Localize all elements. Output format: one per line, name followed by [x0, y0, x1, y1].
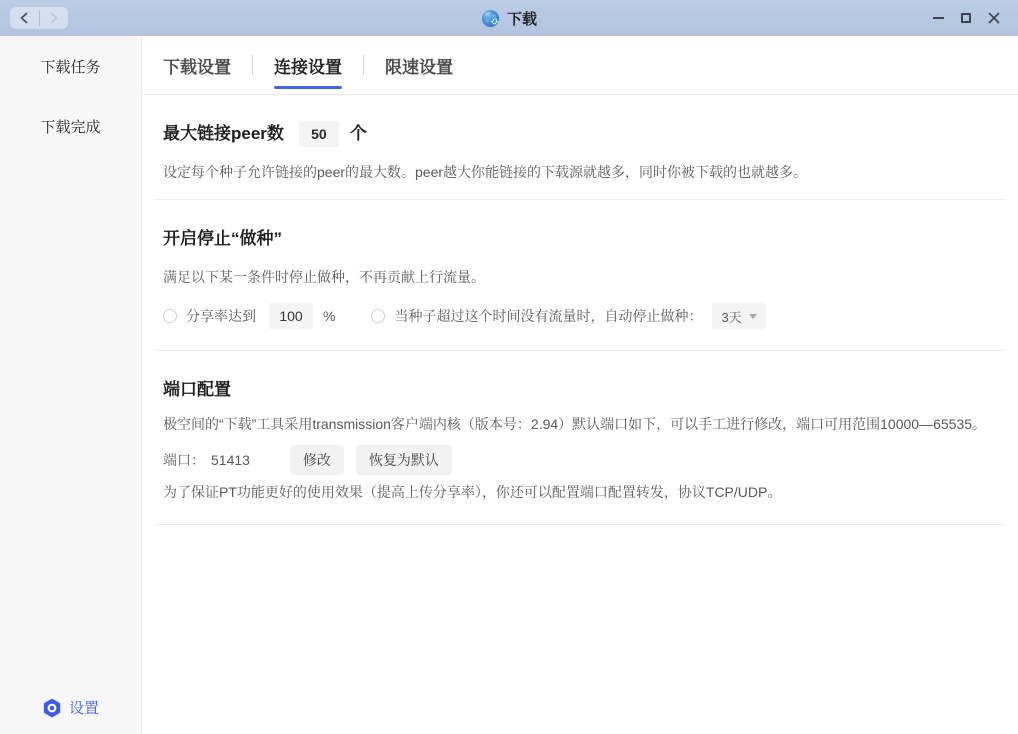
sidebar [0, 36, 142, 734]
settings-label: 设置 [68, 700, 99, 717]
forward-icon [49, 12, 59, 24]
tab-download-settings[interactable]: 下载设置 [163, 57, 231, 77]
maximize-icon [961, 13, 971, 23]
share-ratio-input[interactable] [269, 303, 313, 329]
forward-button[interactable] [40, 7, 69, 29]
chevron-down-icon [749, 314, 757, 319]
section-stop-seeding [155, 200, 1005, 351]
port-forward-note: 为了保证PT功能更好的使用效果（提高上传分享率），你还可以配置端口配置转发，协议TCP/UDP。 [163, 484, 782, 500]
main-panel [142, 36, 1018, 734]
window-title: 下载 [506, 10, 537, 28]
max-peers-title: 最大链接peer数 [163, 124, 284, 143]
idle-timeout-radio[interactable] [371, 309, 385, 323]
max-peers-input[interactable] [299, 121, 339, 147]
port-label: 端口： [163, 452, 205, 468]
share-ratio-radio[interactable] [163, 309, 177, 323]
back-button[interactable] [10, 7, 39, 29]
sidebar-item-download-complete[interactable]: 下载完成 [40, 118, 101, 136]
tab-divider [252, 55, 253, 75]
settings-hexagon-icon [42, 698, 62, 718]
tab-bar [142, 36, 1018, 95]
stop-seeding-description: 满足以下某一条件时停止做种，不再贡献上行流量。 [163, 269, 485, 285]
reset-port-button[interactable]: 恢复为默认 [356, 445, 452, 475]
section-max-peers [155, 95, 1005, 200]
close-button[interactable] [980, 4, 1008, 32]
tab-connection-settings[interactable]: 连接设置 [274, 36, 342, 94]
window-controls [924, 0, 1008, 36]
port-config-description: 极空间的“下载”工具采用transmission客户端内核（版本号：2.94）默认端口如下，可以手工进行修改，端口可用范围10000—65535。 [163, 416, 987, 432]
maximize-button[interactable] [952, 4, 980, 32]
share-ratio-label: 分享率达到 [186, 308, 256, 324]
close-icon [988, 12, 1000, 24]
tab-divider [363, 55, 364, 75]
max-peers-unit: 个 [349, 124, 367, 143]
back-icon [19, 12, 29, 24]
idle-timeout-label: 当种子超过这个时间没有流量时，自动停止做种： [394, 308, 703, 324]
modify-port-button[interactable]: 修改 [290, 445, 344, 475]
port-row [163, 445, 997, 475]
stop-seeding-title: 开启停止“做种” [163, 229, 282, 248]
settings-button[interactable] [0, 697, 141, 718]
idle-timeout-value: 3天 [721, 309, 742, 325]
stop-seeding-options [163, 303, 997, 329]
tab-speed-limit-settings[interactable]: 限速设置 [385, 57, 453, 77]
port-config-title: 端口配置 [163, 380, 231, 399]
max-peers-description: 设定每个种子允许链接的peer的最大数。peer越大你能链接的下载源就越多，同时你被下载的也就越多。 [163, 164, 808, 180]
nav-button-group [10, 7, 68, 29]
sidebar-item-download-tasks[interactable]: 下载任务 [40, 58, 101, 76]
settings-content [142, 95, 1018, 525]
minimize-button[interactable] [924, 4, 952, 32]
minimize-icon [933, 17, 944, 19]
app-globe-icon [481, 9, 500, 28]
titlebar [0, 0, 1018, 36]
idle-timeout-select[interactable] [712, 303, 765, 329]
port-value: 51413 [211, 452, 250, 468]
window-title-group [481, 8, 537, 29]
share-ratio-unit: % [323, 308, 336, 324]
section-port-config [155, 351, 1005, 525]
